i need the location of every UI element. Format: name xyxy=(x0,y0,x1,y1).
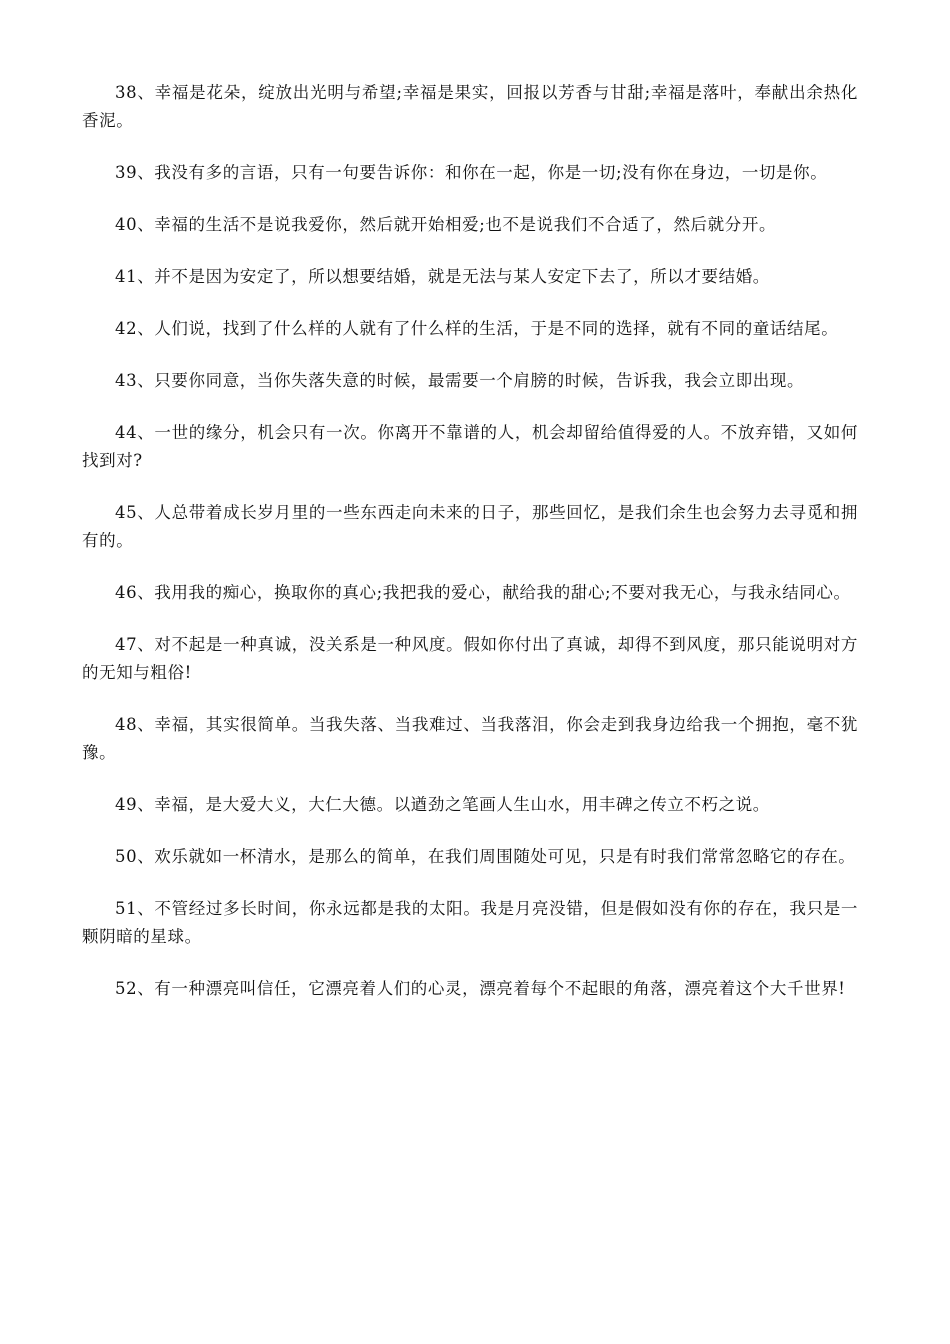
paragraph-48: 48、幸福，其实很简单。当我失落、当我难过、当我落泪，你会走到我身边给我一个拥抱，毫不犹豫。 xyxy=(82,715,858,762)
paragraph-51: 51、不管经过多长时间，你永远都是我的太阳。我是月亮没错，但是假如没有你的存在，我只是一颗阴暗的星球。 xyxy=(82,899,858,946)
paragraph-46: 46、我用我的痴心，换取你的真心;我把我的爱心，献给我的甜心;不要对我无心，与我永结同心。 xyxy=(115,583,851,602)
paragraph-39: 39、我没有多的言语，只有一句要告诉你：和你在一起，你是一切;没有你在身边，一切是你。 xyxy=(115,163,828,182)
paragraph-47: 47、对不起是一种真诚，没关系是一种风度。假如你付出了真诚，却得不到风度，那只能说明对方的无知与粗俗! xyxy=(82,635,858,682)
paragraph-52: 52、有一种漂亮叫信任，它漂亮着人们的心灵，漂亮着每个不起眼的角落，漂亮着这个大千世界! xyxy=(115,979,846,998)
paragraph-45: 45、人总带着成长岁月里的一些东西走向未来的日子，那些回忆，是我们余生也会努力去寻觅和拥有的。 xyxy=(82,503,858,550)
paragraph-49: 49、幸福，是大爱大义，大仁大德。以遒劲之笔画人生山水，用丰碑之传立不朽之说。 xyxy=(115,795,770,814)
document-body xyxy=(82,79,858,1027)
paragraph-41: 41、并不是因为安定了，所以想要结婚，就是无法与某人安定下去了，所以才要结婚。 xyxy=(115,267,770,286)
paragraph-42: 42、人们说，找到了什么样的人就有了什么样的生活，于是不同的选择，就有不同的童话结尾。 xyxy=(115,319,839,338)
paragraph-43: 43、只要你同意，当你失落失意的时候，最需要一个肩膀的时候，告诉我，我会立即出现。 xyxy=(115,371,805,390)
paragraph-40: 40、幸福的生活不是说我爱你，然后就开始相爱;也不是说我们不合适了，然后就分开。 xyxy=(115,215,777,234)
paragraph-38: 38、幸福是花朵，绽放出光明与希望;幸福是果实，回报以芳香与甘甜;幸福是落叶，奉献出余热化香泥。 xyxy=(82,83,858,130)
paragraph-50: 50、欢乐就如一杯清水，是那么的简单，在我们周围随处可见，只是有时我们常常忽略它的存在。 xyxy=(115,847,856,866)
paragraph-44: 44、一世的缘分，机会只有一次。你离开不靠谱的人，机会却留给值得爱的人。不放弃错，又如何找到对? xyxy=(82,423,858,470)
